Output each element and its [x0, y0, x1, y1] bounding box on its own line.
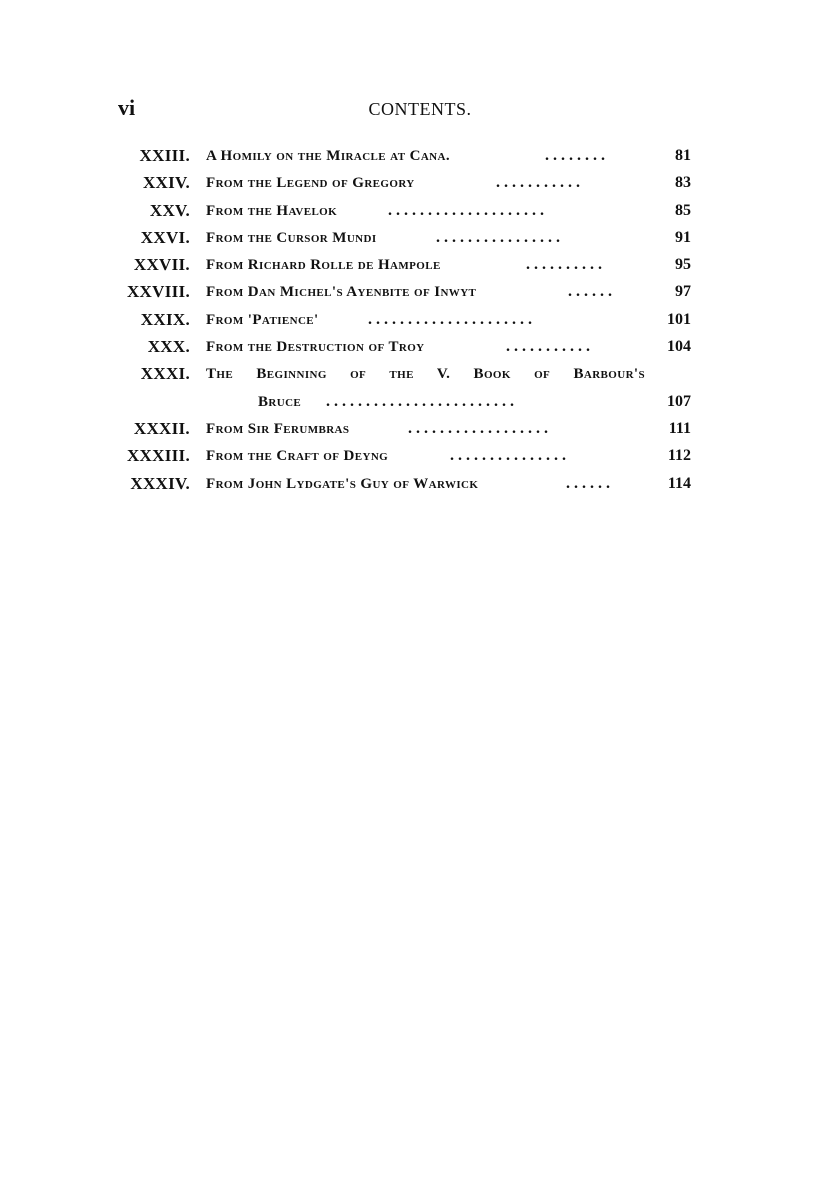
toc-entry-title: From 'Patience': [206, 311, 319, 328]
toc-entry-numeral: XXXI.: [140, 364, 190, 384]
toc-entry-page: 83: [675, 174, 691, 192]
running-title: CONTENTS.: [368, 99, 472, 119]
toc-entry-leader: . . . . . . . . . . .: [506, 338, 590, 356]
toc-entry-leader: . . . . . . . . . . . . . . . . . .: [408, 419, 548, 437]
toc-entry-page: 112: [667, 447, 691, 465]
toc-entry-title: From the Havelok: [206, 202, 338, 219]
toc-entry-leader: . . . . . . . . . . . . . . . . . . . .: [388, 201, 544, 219]
toc-entry: [0, 198, 840, 225]
toc-entry: [0, 225, 840, 252]
toc-entry-title: From Dan Michel's Ayenbite of Inwyt: [206, 284, 477, 301]
toc-entry-leader: . . . . . . . . . . . . . . . . . . . . .: [368, 310, 532, 328]
toc-entry-page: 91: [675, 228, 691, 246]
toc-entry-leader: . . . . . . . . . .: [526, 256, 602, 274]
toc-entry: [0, 170, 840, 197]
toc-entry-leader: . . . . . . . .: [545, 147, 605, 164]
toc-entry-numeral: XXVII.: [133, 255, 190, 275]
toc-entry-title: Bruce: [258, 393, 302, 410]
toc-entry-page: 111: [668, 419, 691, 437]
toc-entry-numeral: XXX.: [147, 337, 190, 357]
toc-entry-page: 81: [675, 147, 691, 164]
toc-entry-leader: . . . . . .: [568, 283, 612, 301]
toc-entry-title: From Richard Rolle de Hampole: [206, 257, 441, 274]
toc-entry-leader: . . . . . . . . . . .: [496, 174, 580, 192]
toc-entry-title: A Homily on the Miracle at Cana.: [206, 148, 451, 164]
toc-entry: [0, 443, 840, 470]
toc-entry-numeral: XXVI.: [140, 227, 190, 247]
toc-entry-numeral: XXIX.: [140, 309, 190, 329]
toc-entry-title: The Beginning of the V. Book of Barbour's: [206, 366, 645, 383]
toc-entry-title: From the Legend of Gregory: [206, 175, 415, 192]
toc-entry-numeral: XXIV.: [142, 173, 190, 193]
toc-entry: [0, 389, 840, 416]
toc-entry: [0, 334, 840, 361]
toc-entry-page: 107: [667, 392, 691, 410]
table-of-contents: [0, 143, 840, 498]
toc-entry-page: 104: [667, 338, 691, 356]
toc-entry-title: From John Lydgate's Guy of Warwick: [206, 475, 479, 492]
toc-entry-leader: . . . . . . . . . . . . . . . .: [436, 228, 560, 246]
page-number: vi: [118, 95, 136, 120]
toc-entry: [0, 471, 840, 498]
toc-entry-page: 101: [667, 310, 691, 328]
toc-entry-leader: . . . . . .: [566, 474, 610, 492]
toc-entry: [0, 279, 840, 306]
toc-entry-numeral: XXV.: [149, 200, 190, 220]
toc-entry-page: 95: [675, 256, 691, 274]
toc-entry: [0, 416, 840, 443]
toc-entry-page: 97: [675, 283, 691, 301]
toc-entry-numeral: XXXIII.: [126, 446, 190, 466]
toc-entry-title: From the Cursor Mundi: [206, 229, 377, 246]
toc-entry-numeral: XXVIII.: [126, 282, 190, 302]
toc-entry: [0, 307, 840, 334]
toc-entry: [0, 361, 840, 388]
toc-entry-leader: . . . . . . . . . . . . . . . . . . . . . . . .: [326, 392, 514, 410]
toc-entry: [0, 252, 840, 279]
toc-entry: [0, 143, 840, 170]
toc-entry-title: From Sir Ferumbras: [206, 420, 350, 437]
toc-entry-numeral: XXIII.: [139, 146, 190, 165]
toc-entry-numeral: XXXII.: [133, 418, 190, 438]
toc-entry-title: From the Craft of Deyng: [206, 448, 389, 465]
toc-entry-numeral: XXXIV.: [130, 473, 190, 493]
toc-entry-page: 114: [667, 474, 691, 492]
toc-entry-leader: . . . . . . . . . . . . . . .: [450, 447, 566, 465]
toc-entry-title: From the Destruction of Troy: [206, 339, 425, 356]
toc-entry-page: 85: [675, 201, 691, 219]
